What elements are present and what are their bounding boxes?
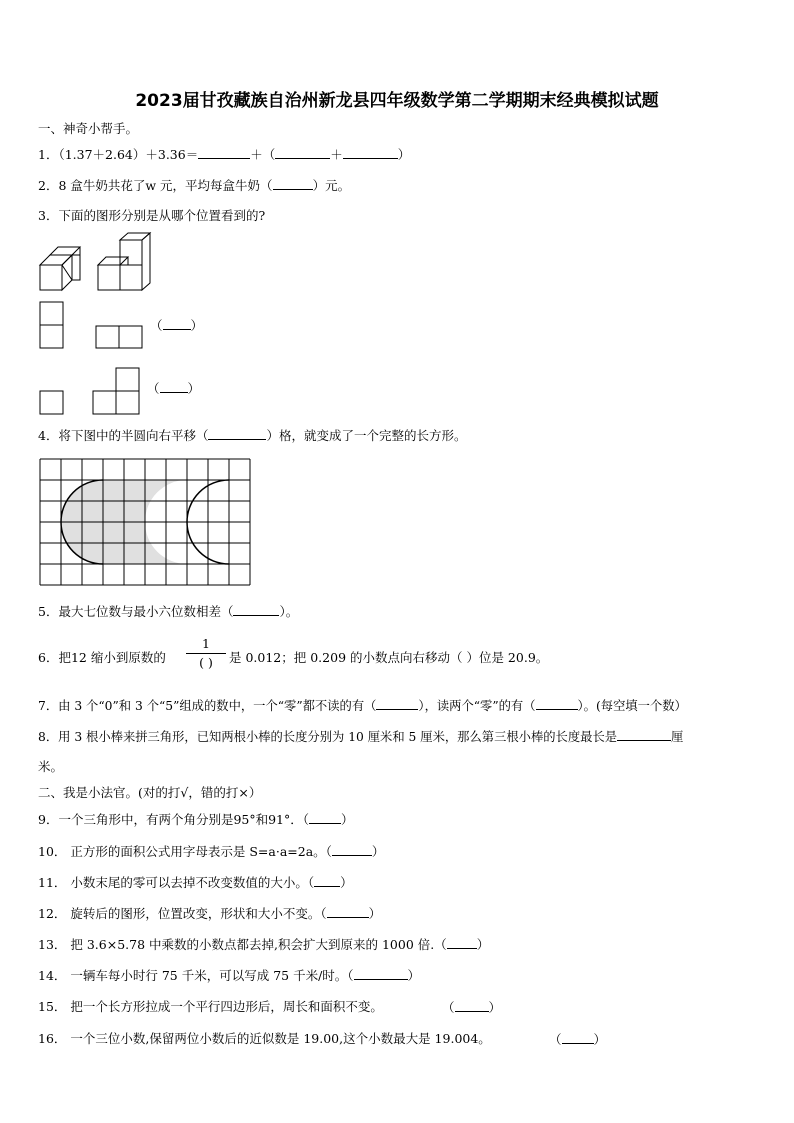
- question-8: [38, 728, 683, 745]
- q15-answer: [442, 999, 501, 1016]
- question-5: [38, 603, 298, 620]
- q4-text-end: ）格，就变成了一个完整的长方形。: [266, 428, 467, 443]
- q8-text: 8．用 3 根小棒来拼三角形，已知两根小棒的长度分别为 10 厘米和 5 厘米，那么第三根小棒的长度最长是: [38, 730, 618, 744]
- q5-text-end: ）。: [279, 604, 299, 619]
- q1-plus-open: ＋（: [250, 147, 276, 162]
- question-8-cont: 米。: [38, 759, 64, 774]
- question-16: 16． 一个三位小数,保留两位小数后的近似数是 19.00,这个小数最大是 19.004。: [38, 1031, 491, 1046]
- q13-text: 13． 把 3.6×5.78 中乘数的小数点都去掉,积会扩大到原来的 1000 倍.（: [38, 937, 447, 952]
- q7-text: 7．由 3 个“0”和 3 个“5”组成的数中，一个“零”都不读的有（: [38, 699, 377, 713]
- q16-close: ）: [593, 1032, 607, 1047]
- fraction-denominator-blank[interactable]: ( ): [199, 655, 213, 670]
- q7-text-mid: ），读两个“零”的有（: [418, 699, 536, 713]
- question-10: [38, 843, 384, 860]
- question-9: [38, 811, 354, 828]
- q3-ans1-close: ）: [190, 318, 204, 333]
- q7-blank-2[interactable]: [536, 697, 578, 710]
- q10-text: 10． 正方形的面积公式用字母表示是 S=a·a=2a。（: [38, 844, 332, 859]
- q15-blank[interactable]: [455, 999, 489, 1012]
- q14-blank[interactable]: [354, 967, 408, 980]
- q16-blank[interactable]: [562, 1031, 594, 1044]
- q13-close: ）: [476, 937, 490, 952]
- q16-answer: [549, 1031, 606, 1048]
- section2-heading: 二、我是小法官。(对的打√，错的打×）: [38, 785, 262, 800]
- q2-text: 2．8 盒牛奶共花了w 元，平均每盒牛奶（: [38, 178, 273, 193]
- q11-close: ）: [340, 875, 353, 890]
- fraction-bar: [186, 653, 226, 654]
- page-title: 2023届甘孜藏族自治州新龙县四年级数学第二学期期末经典模拟试题: [135, 91, 659, 111]
- section1-heading: 一、神奇小帮手。: [38, 121, 139, 136]
- q10-close: ）: [371, 844, 385, 859]
- question-14: [38, 967, 420, 984]
- q15-open: （: [442, 1000, 455, 1015]
- question-12: [38, 905, 381, 922]
- question-6-end: 是 0.012；把 0.209 的小数点向右移动（ ）位是 20.9。: [229, 650, 549, 665]
- q12-text: 12． 旋转后的图形，位置改变，形状和大小不变。（: [38, 906, 327, 921]
- fraction-numerator: 1: [202, 636, 210, 651]
- q6-fraction: [186, 636, 226, 671]
- q11-text: 11． 小数末尾的零可以去掉不改变数值的大小。（: [38, 875, 315, 890]
- q7-blank-1[interactable]: [376, 697, 418, 710]
- q10-blank[interactable]: [332, 843, 372, 856]
- q14-text: 14． 一辆车每小时行 75 千米，可以写成 75 千米/时。（: [38, 968, 354, 983]
- question-15: 15． 把一个长方形拉成一个平行四边形后，周长和面积不变。: [38, 999, 383, 1014]
- q3-ans1-open: （: [150, 318, 163, 333]
- q1-plus: ＋: [330, 147, 343, 162]
- question-6-start: 6．把12 缩小到原数的: [38, 650, 166, 665]
- q15-close: ）: [488, 1000, 502, 1015]
- q7-text-end: ）。(每空填一个数）: [577, 699, 687, 713]
- question-13: [38, 936, 489, 953]
- q2-text-end: ）元。: [312, 178, 351, 193]
- q12-close: ）: [368, 906, 382, 921]
- q11-blank[interactable]: [314, 874, 340, 887]
- question-11: [38, 874, 353, 891]
- question-3: 3．下面的图形分别是从哪个位置看到的?: [38, 208, 266, 223]
- q3-ans2-open: （: [147, 381, 160, 396]
- q1-text: 1．（1.37＋2.64）＋3.36＝: [38, 147, 199, 162]
- q14-close: ）: [407, 968, 421, 983]
- q4-text: 4．将下图中的半圆向右平移（: [38, 428, 209, 443]
- q9-close: ）: [341, 812, 354, 827]
- q13-blank[interactable]: [447, 936, 477, 949]
- q9-text: 9．一个三角形中，有两个角分别是95°和91°．（: [38, 812, 310, 827]
- q5-text: 5．最大七位数与最小六位数相差（: [38, 604, 234, 619]
- q9-blank[interactable]: [309, 811, 341, 824]
- q5-blank[interactable]: [233, 603, 279, 616]
- q8-text-end: 厘: [671, 730, 684, 744]
- q12-blank[interactable]: [327, 905, 369, 918]
- q1-close: ）: [397, 147, 411, 162]
- q3-ans2-close: ）: [187, 381, 201, 396]
- q16-open: （: [549, 1032, 562, 1047]
- q8-blank[interactable]: [617, 728, 671, 741]
- question-7: [38, 697, 687, 714]
